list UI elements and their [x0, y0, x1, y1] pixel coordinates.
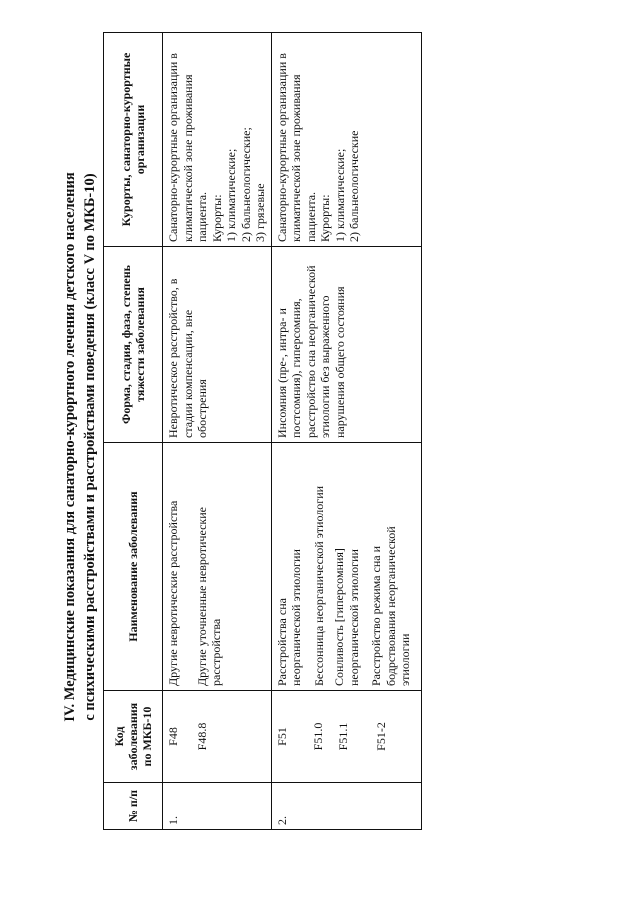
table-row	[163, 33, 272, 830]
row-names	[163, 443, 272, 691]
header-form: Форма, стадия, фаза, степень тяжести заболевания	[104, 247, 163, 443]
table-row	[271, 33, 421, 830]
row-num: 2.	[271, 783, 421, 830]
header-name: Наименование заболевания	[104, 443, 163, 691]
header-num: № п/п	[104, 783, 163, 830]
table-header-row	[104, 33, 163, 830]
row-form: Невротическое расстройство, в стадии компенсации, вне обострения	[163, 247, 272, 443]
code: F51	[274, 727, 289, 746]
row-num: 1.	[163, 783, 272, 830]
code: F51.1	[335, 722, 350, 751]
row-form: Инсомния (пре-, интра- и постсомния), гиперсомния, расстройство сна неорганической этиологии без выраженного нарушения общего состояния	[271, 247, 421, 443]
disease-name: Расстройства сна неорганической этиологии	[274, 549, 303, 686]
resort-intro: Санаторно-курортные организации в климатической зоне проживания пациента.	[166, 53, 209, 242]
resort-item: 2) бальнеологические;	[238, 127, 253, 242]
row-codes	[271, 691, 421, 783]
resort-item: 2) бальнеологические	[347, 130, 361, 242]
resort-label: Курорты:	[209, 194, 224, 242]
disease-name: Другие невротические расстройства	[166, 500, 180, 686]
disease-name: Расстройство режима сна и бодрствования неорганической этиологии	[369, 526, 412, 686]
code: F48	[166, 727, 180, 746]
code: F51-2	[374, 722, 388, 751]
title-line-2: с психическими расстройствами и расстройствами поведения (класс V по МКБ-10)	[82, 173, 98, 721]
disease-name: Бессонница неорганической этиологии	[311, 485, 326, 686]
resort-item: 3) грязевые	[253, 183, 267, 242]
row-resorts	[271, 33, 421, 247]
indications-table	[103, 32, 422, 830]
row-names	[271, 443, 421, 691]
header-code: Код заболевания по МКБ-10	[104, 691, 163, 783]
resort-item: 1) климатические;	[332, 148, 347, 242]
resort-intro: Санаторно-курортные организации в климатической зоне проживания пациента.	[274, 53, 318, 242]
code: F48.8	[194, 722, 209, 751]
title-line-1: IV. Медицинские показания для санаторно-курортного лечения детского населения	[62, 172, 78, 722]
disease-name: Другие уточненные невротические расстройства	[194, 507, 223, 686]
resort-item: 1) климатические;	[224, 148, 238, 242]
header-resorts: Курорты, санаторно-курортные организации	[104, 33, 163, 247]
row-resorts	[163, 33, 272, 247]
code: F51.0	[311, 722, 325, 751]
document-title	[60, 67, 100, 827]
disease-name: Сонливость [гиперсомния] неорганической этиологии	[332, 548, 361, 686]
row-codes	[163, 691, 272, 783]
resort-label: Курорты:	[318, 194, 332, 242]
